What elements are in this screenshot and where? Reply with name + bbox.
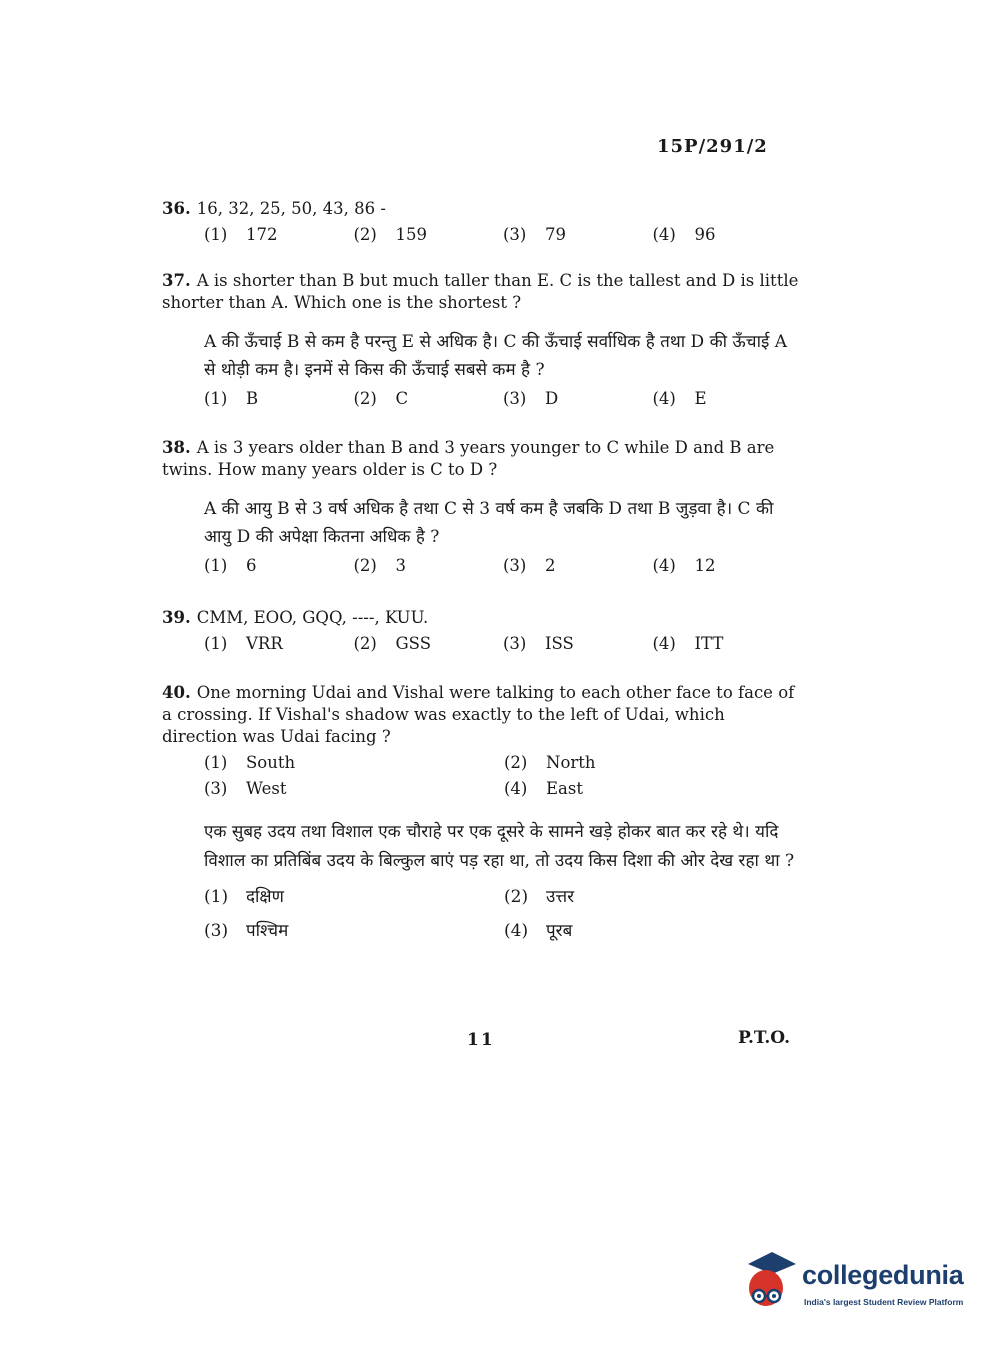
question-37: [162, 270, 802, 410]
question-hi: A की आयु B से 3 वर्ष अधिक है तथा C से 3 वर्ष कम है जबकि D तथा B जुड़वा है। C की आयु D की अपेक्षा कितना अधिक है ?: [204, 499, 774, 547]
question-number: 36.: [162, 199, 191, 218]
options: [204, 752, 802, 800]
paper-code: 15P/291/2: [657, 136, 768, 157]
question-text: [162, 682, 802, 748]
question-text: [162, 607, 802, 629]
hindi-options: [204, 886, 802, 942]
options: [204, 388, 802, 410]
question-en: A is 3 years older than B and 3 years younger to C while D and B are twins. How many years older is C to D ?: [162, 438, 775, 479]
option-2[interactable]: (2) 159: [353, 225, 427, 244]
question-36: [162, 198, 802, 246]
question-text: [162, 198, 802, 220]
hi-option-3[interactable]: (3) पश्चिम: [204, 921, 289, 941]
question-number: 38.: [162, 438, 191, 457]
question-number: 40.: [162, 683, 191, 702]
brand-tagline: India's largest Student Review Platform: [804, 1297, 964, 1307]
option-3[interactable]: (3) West: [204, 779, 287, 798]
question-number: 37.: [162, 271, 191, 290]
question-text: [162, 270, 802, 314]
option-1[interactable]: (1) B: [204, 389, 259, 408]
option-3[interactable]: (3) 79: [503, 225, 566, 244]
question-38: [162, 437, 802, 577]
options: [204, 224, 802, 246]
question-number: 39.: [162, 608, 191, 627]
option-2[interactable]: (2) C: [353, 389, 409, 408]
option-4[interactable]: (4) ITT: [652, 634, 724, 653]
brand-name: collegedunia: [802, 1260, 964, 1290]
question-en: A is shorter than B but much taller than E. C is the tallest and D is little shorter than A. Which one is the shortest ?: [162, 271, 799, 312]
hi-option-2[interactable]: (2) उत्तर: [504, 887, 575, 907]
question-hi: एक सुबह उदय तथा विशाल एक चौराहे पर एक दूसरे के सामने खड़े होकर बात कर रहे थे। यदि विशाल का प्रतिबिंब उदय के बिल्कुल बाएं पड़ रहा था, तो उदय किस दिशा की ओर देख रहा था ?: [204, 822, 795, 871]
question-en: 16, 32, 25, 50, 43, 86 -: [196, 199, 386, 218]
option-1[interactable]: (1) South: [204, 753, 296, 772]
mascot-icon: [742, 1250, 800, 1312]
question-39: [162, 607, 802, 655]
option-1[interactable]: (1) 172: [204, 225, 278, 244]
option-1[interactable]: (1) VRR: [204, 634, 283, 653]
option-4[interactable]: (4) 12: [652, 556, 716, 575]
options: [204, 555, 802, 577]
question-hi: A की ऊँचाई B से कम है परन्तु E से अधिक है। C की ऊँचाई सर्वाधिक है तथा D की ऊँचाई A से थोड़ी कम है। इनमें से किस की ऊँचाई सबसे कम है ?: [204, 332, 788, 380]
hi-option-1[interactable]: (1) दक्षिण: [204, 887, 284, 907]
question-40: [162, 682, 802, 942]
question-en: One morning Udai and Vishal were talking to each other face to face of a crossing. If Vishal's shadow was exactly to the left of Udai, which direction was Udai facing ?: [162, 683, 795, 746]
option-2[interactable]: (2) North: [504, 753, 596, 772]
question-text: [162, 437, 802, 481]
option-2[interactable]: (2) 3: [353, 556, 406, 575]
option-4[interactable]: (4) East: [504, 779, 583, 798]
option-3[interactable]: (3) D: [503, 389, 559, 408]
option-4[interactable]: (4) E: [652, 389, 707, 408]
option-4[interactable]: (4) 96: [652, 225, 716, 244]
hi-option-4[interactable]: (4) पूरब: [504, 921, 573, 941]
page-number: 11: [467, 1030, 495, 1050]
option-2[interactable]: (2) GSS: [353, 634, 431, 653]
options: [204, 633, 802, 655]
collegedunia-watermark: [742, 1250, 972, 1320]
question-en: CMM, EOO, GQQ, ----, KUU.: [196, 608, 429, 627]
pto-label: P.T.O.: [738, 1028, 790, 1048]
option-3[interactable]: (3) ISS: [503, 634, 574, 653]
option-3[interactable]: (3) 2: [503, 556, 556, 575]
option-1[interactable]: (1) 6: [204, 556, 257, 575]
